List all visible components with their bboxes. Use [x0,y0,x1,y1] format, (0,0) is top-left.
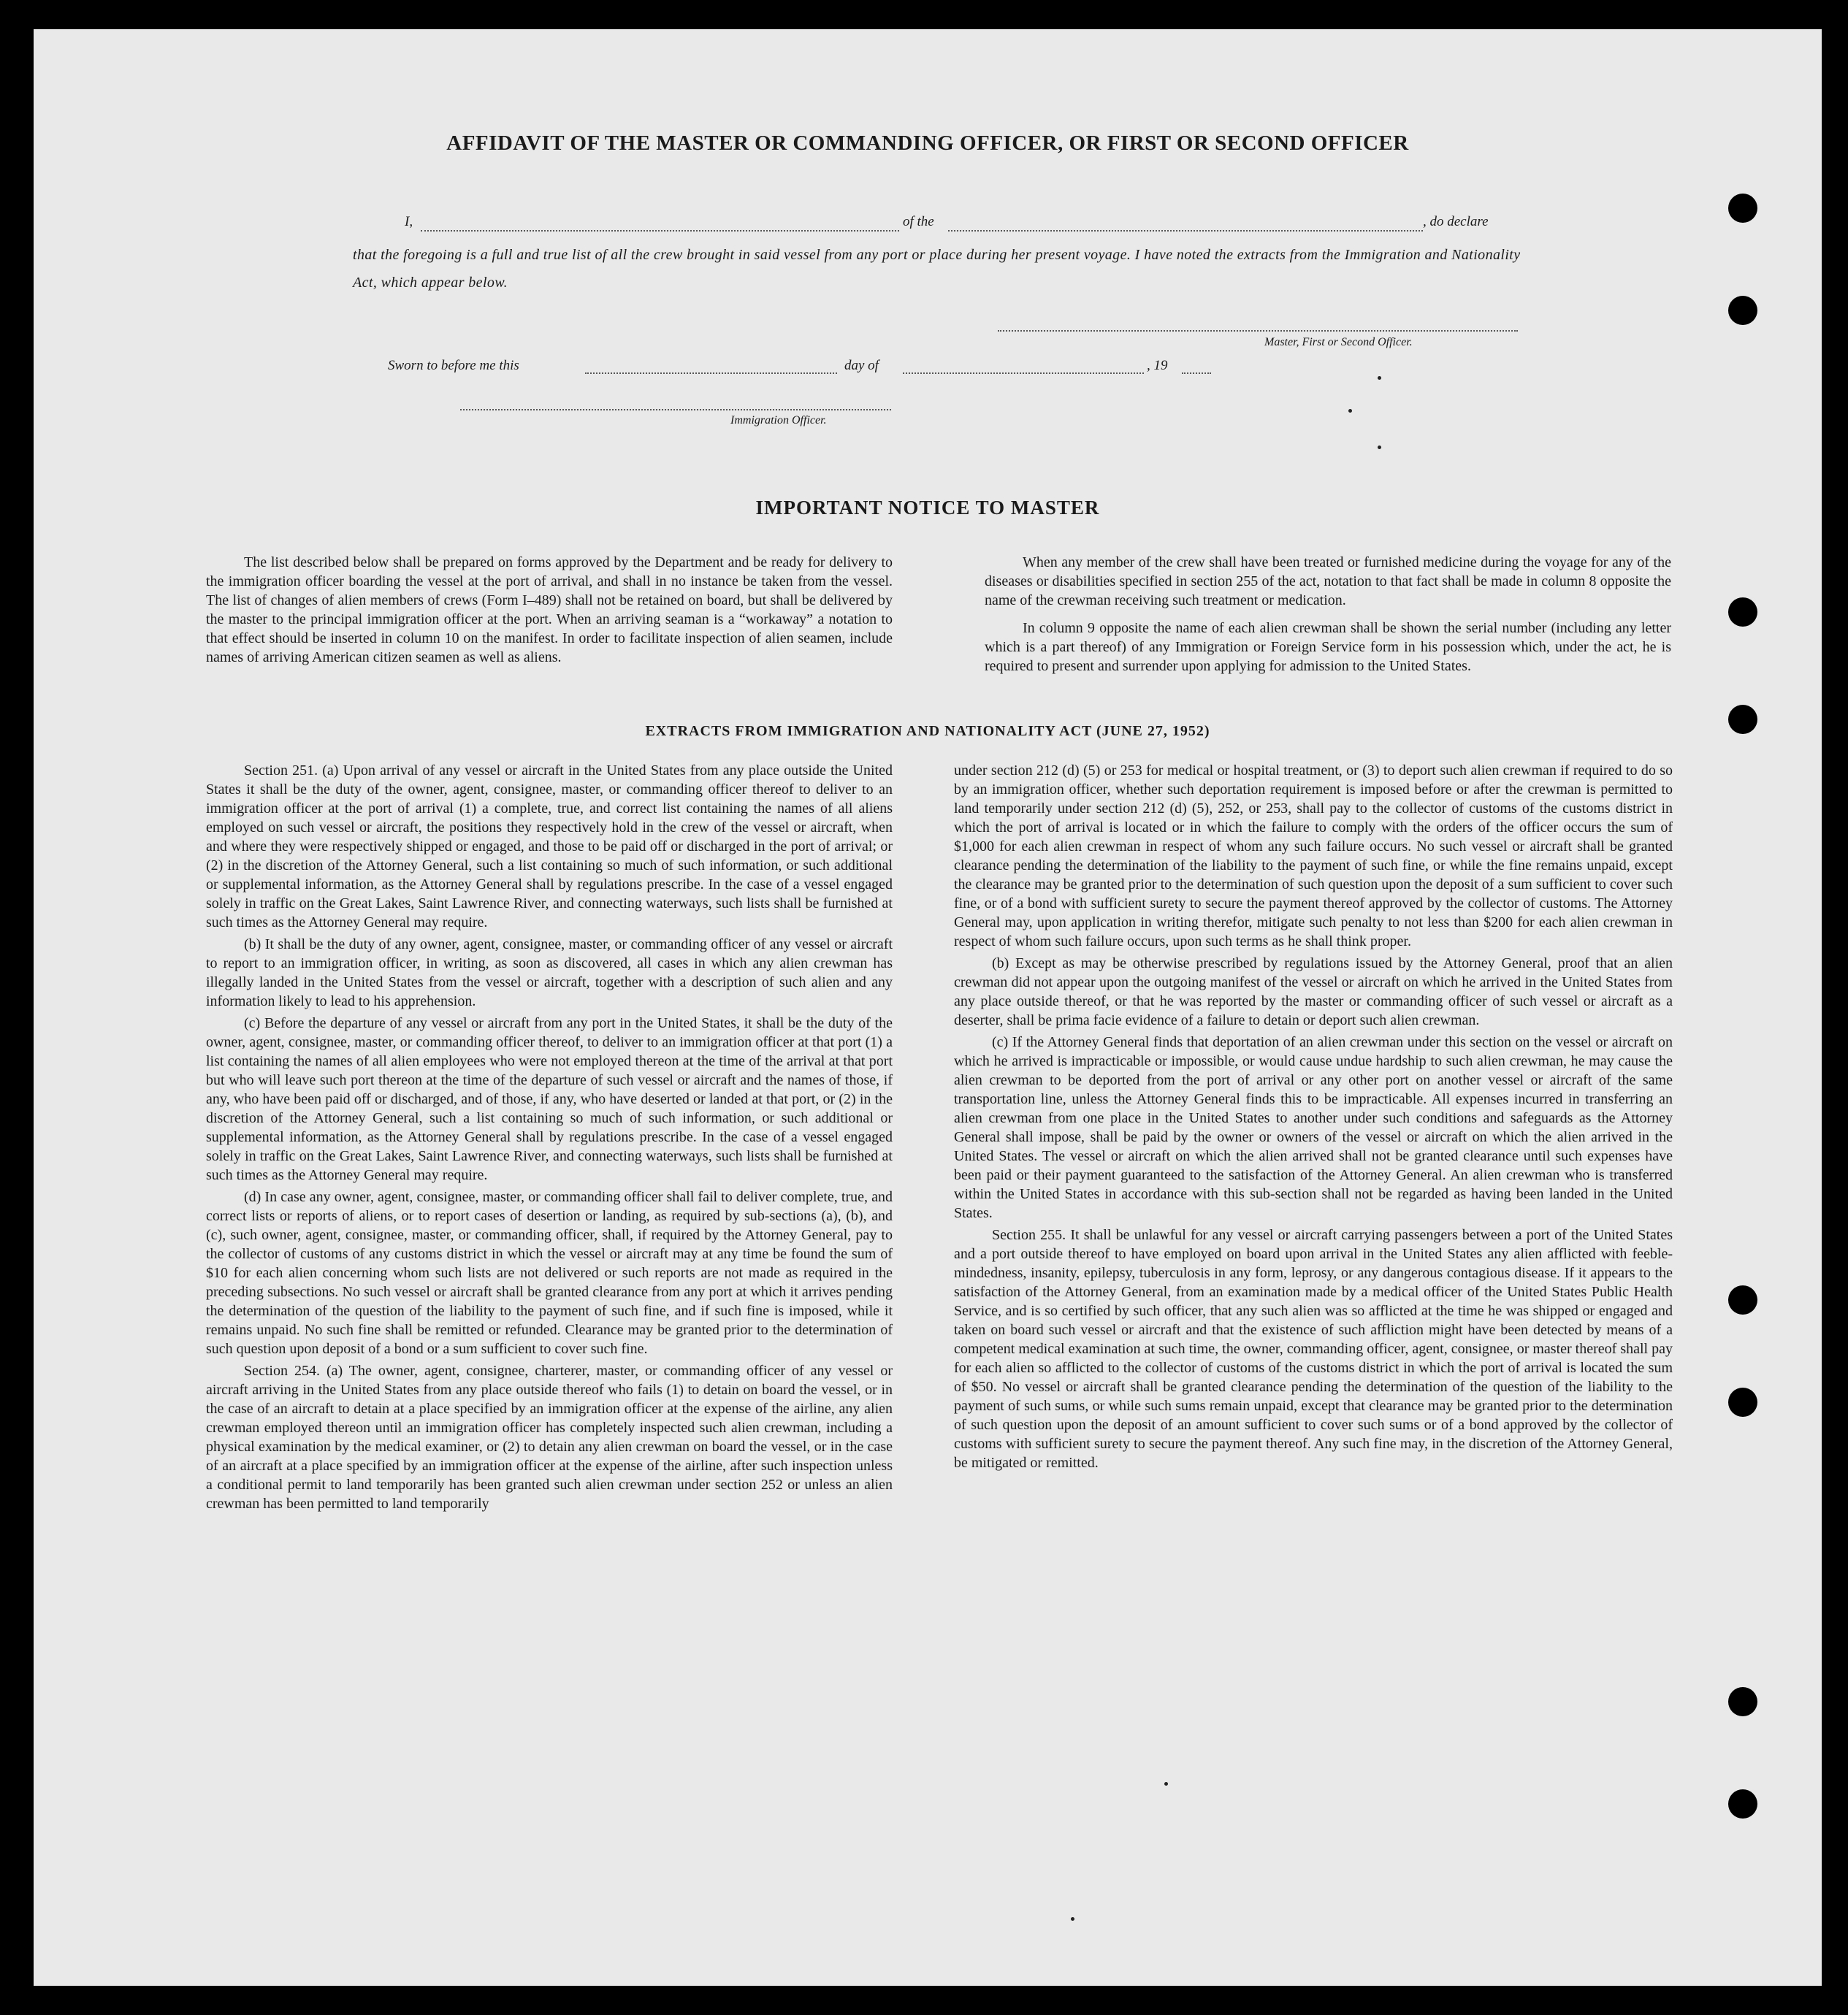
notice-right-column [985,553,1671,676]
affidavit-statement: that the foregoing is a full and true list of all the crew brought in said vessel from any port or place during her present voyage. I have noted the extracts from the Immigration and Nationality Act, which appear below. [353,247,1521,291]
section-254-c: (c) If the Attorney General finds that deportation of an alien crewman under this section on the vessel or aircraft on which he arrived is impracticable or impossible, or would cause undue hardship to such alien crewman, he may cause the alien crewman to be deported from the port of arrival or any other port on another vessel or aircraft of the same transportation line, unless the Attorney General finds this to be impracticable. All expenses incurred in transferring an alien crewman from one place in the United States to another under such conditions and safeguards as the Attorney General shall impose, shall be paid by the owner or owners of the vessel or aircraft on which the alien arrived in the United States. The vessel or aircraft on which the alien arrived shall not be granted clearance until such expenses have been paid or their payment guaranteed to the satisfaction of the Attorney General. An alien crewman who is transferred within the United States in accordance with this sub-section shall not be regarded as having been landed in the United States. [954,1034,1673,1221]
sworn-label: Sworn to before me this [388,358,519,373]
sworn-year-blank[interactable] [1182,372,1211,374]
section-251-a: Section 251. (a) Upon arrival of any vessel or aircraft in the United States from any place outside the United States it shall be the duty of the owner, agent, consignee, master, or commanding officer thereof to deliver to an immigration officer at the port of arrival (1) a complete, true, and correct list containing the names of all aliens employed on such vessel or aircraft, the positions they respectively hold in the crew of the vessel or aircraft, when and where they were respectively shipped or engaged, and those to be paid off or discharged in the port of arrival; or (2) in the discretion of the Attorney General, such a list containing so much of such information, or such additional or supplemental information, as the Attorney General shall by regulations prescribe. In the case of a vessel engaged solely in traffic on the Great Lakes, Saint Lawrence River, and connecting waterways, such lists shall be furnished at such times as the Attorney General may require. [206,762,893,930]
punch-hole [1728,1388,1757,1417]
section-254-b: (b) Except as may be otherwise prescribed by regulations issued by the Attorney General, proof that an alien crewman did not appear upon the outgoing manifest of the vessel or aircraft on which he arrived in the United States from any place outside thereof, or that he was reported by the master or commanding officer of such vessel or aircraft as a deserter, shall be prima facie evidence of a failure to detain or deport such alien crewman. [954,955,1673,1028]
affidavit-title: AFFIDAVIT OF THE MASTER OR COMMANDING OFFICER, OR FIRST OR SECOND OFFICER [446,131,1409,155]
year-label: , 19 [1147,358,1168,373]
day-of-label: day of [844,358,879,373]
notice-paragraph: In column 9 opposite the name of each alien crewman shall be shown the serial number (including any letter which is a part thereof) of any Immigration or Foreign Service form in his possession which, under the act, he is required to present and surrender upon applying for admission to the United States. [985,620,1671,674]
scan-speck [1164,1782,1168,1786]
scan-speck [1348,409,1352,413]
punch-hole [1728,194,1757,223]
signature-blank[interactable] [998,330,1518,332]
punch-hole [1728,296,1757,325]
affiant-name-blank[interactable] [421,230,899,232]
section-251-b: (b) It shall be the duty of any owner, agent, consignee, master, or commanding officer of any vessel or aircraft to report to an immigration officer, in writing, as soon as discovered, all cases in which any alien crewman has illegally landed in the United States from the vessel or aircraft, together with a description of such alien and any information likely to lead to his apprehension. [206,936,893,1009]
section-254-a-continued: under section 212 (d) (5) or 253 for medical or hospital treatment, or (3) to deport such alien crewman if required to do so by an immigration officer, whether such deportation requirement is imposed before or after the crewman is permitted to land temporarily under section 212 (d) (5), 252, or 253, shall pay to the collector of customs of the customs district in which the port of arrival is located or in which the failure to comply with the orders of the officer occurs the sum of $1,000 for each alien crewman in respect of whom any such failure occurs. No such vessel or aircraft shall be granted clearance pending the determination of the liability to the payment of such fine, or while the fine remains unpaid, except the clearance may be granted prior to the determination of such question upon the deposit of a sum sufficient to cover such fine, or of a bond with sufficient surety to secure the payment thereof approved by the collector of customs. The Attorney General may, upon application in writing therefor, mitigate such penalty to not less than $200 for each alien crewman in respect of whom such failure occurs, upon such terms as he shall think proper. [954,762,1673,949]
of-the-label: of the [903,214,934,229]
section-251-c: (c) Before the departure of any vessel or aircraft from any port in the United States, it shall be the duty of the owner, agent, consignee, master, or commanding officer thereof, to deliver to an immigration officer at that port (1) a list containing the names of all alien employees who were not employed thereon at the time of the arrival at that port but who will leave such port thereon at the time of the departure of such vessel or aircraft and the names of those, if any, who have been paid off or discharged, and of those, if any, who have deserted or landed at that port, or (2) in the discretion of the Attorney General, such a list containing so much of such information, or such additional or supplemental information, as the Attorney General shall by regulations prescribe. In the case of a vessel engaged solely in traffic on the Great Lakes, Saint Lawrence River, and connecting waterways, such lists shall be furnished at such times as the Attorney General may require. [206,1015,893,1183]
extracts-left-column [206,761,893,1513]
notice-paragraph: When any member of the crew shall have been treated or furnished medicine during the voyage for any of the diseases or disabilities specified in section 255 of the act, notation to that fact shall be made in column 8 opposite the name of the crewman receiving such treatment or medication. [985,554,1671,608]
extracts-title: EXTRACTS FROM IMMIGRATION AND NATIONALITY ACT (JUNE 27, 1952) [645,723,1210,739]
officer-signature-blank[interactable] [460,409,891,410]
scan-speck [1071,1917,1074,1921]
extracts-right-column [954,761,1673,1472]
section-254-a: Section 254. (a) The owner, agent, consignee, charterer, master, or commanding officer of any vessel or aircraft arriving in the United States from any place outside thereof who fails (1) to detain on board the vessel, or in the case of an aircraft to detain at a place specified by an immigration officer at the expense of the airline, any alien crewman employed thereon until an immigration officer has completely inspected such alien crewman, including a physical examination by the medical examiner, or (2) to detain any alien crewman on board the vessel, or in the case of an aircraft at a place specified by an immigration officer at the expense of the airline, after such inspection unless a conditional permit to land temporarily has been granted such alien crewman under section 252 or unless an alien crewman has been permitted to land temporarily [206,1363,893,1512]
section-255: Section 255. It shall be unlawful for any vessel or aircraft carrying passengers between a port of the United States and a port outside thereof to have employed on board upon arrival in the United States any alien afflicted with feeble-mindedness, insanity, epilepsy, tuberculosis in any form, leprosy, or any dangerous contagious disease. If it appears to the satisfaction of the Attorney General, from an examination made by a medical officer of the United States Public Health Service, and is so certified by such officer, that any such alien was so afflicted at the time he was shipped or engaged and taken on board such vessel or aircraft and that the existence of such affliction might have been detected by means of a competent medical examination at such time, the owner, commanding officer, agent, consignee, or master thereof shall pay for each alien so afflicted to the collector of customs of the customs district in which the port of arrival is located the sum of $50. No vessel or aircraft shall be granted clearance pending the determination of the question of the liability to the payment of such sums, or while such sums remain unpaid, except that clearance may be granted prior to the determination of such question upon the deposit of an amount sufficient to cover such sums or of a bond approved by the collector of customs with sufficient surety to secure the payment thereof. Any such fine may, in the discretion of the Attorney General, be mitigated or remitted. [954,1227,1673,1471]
affiant-label: I, [405,214,413,229]
notice-title: IMPORTANT NOTICE TO MASTER [755,497,1100,519]
vessel-name-blank[interactable] [948,230,1423,232]
officer-caption: Immigration Officer. [730,414,827,427]
sworn-day-blank[interactable] [585,372,837,374]
punch-hole [1728,1285,1757,1315]
scan-speck [1378,446,1381,449]
section-251-d: (d) In case any owner, agent, consignee, master, or commanding officer shall fail to deliver complete, true, and correct lists or reports of aliens, or to report cases of desertion or landing, as required by sub-sections (a), (b), and (c), such owner, agent, consignee, master, or commanding officer, shall, if required by the Attorney General, pay to the collector of customs of any customs district in which the vessel or aircraft may at any time be found the sum of $10 for each alien concerning whom such lists are not delivered or such reports are not made as required in the preceding subsections. No such vessel or aircraft shall be granted clearance from any port at which it arrives pending the determination of the question of the liability to the payment of such fine, and if such fine is imposed, while it remains unpaid. No such fine shall be remitted or refunded. Clearance may be granted prior to the determination of such question upon deposit of a bond or a sum sufficient to cover such fine. [206,1189,893,1357]
sworn-month-blank[interactable] [903,372,1144,374]
punch-hole [1728,1789,1757,1819]
do-declare-label: , do declare [1423,214,1489,229]
signature-caption: Master, First or Second Officer. [1264,336,1413,348]
scan-speck [1378,376,1381,380]
document-page [34,29,1822,1986]
notice-left-column [206,553,893,667]
notice-paragraph: The list described below shall be prepared on forms approved by the Department and be ready for delivery to the immigration officer boarding the vessel at the port of arrival, and shall in no instance be taken from the vessel. The list of changes of alien members of crews (Form I–489) shall not be retained on board, but shall be delivered by the master to the principal immigration officer at the port. When an arriving seaman is a “workaway” a notation to that effect should be inserted in column 10 on the manifest. In order to facilitate inspection of alien seamen, include names of arriving American citizen seamen as well as aliens. [206,554,893,665]
punch-hole [1728,597,1757,627]
punch-hole [1728,1687,1757,1716]
